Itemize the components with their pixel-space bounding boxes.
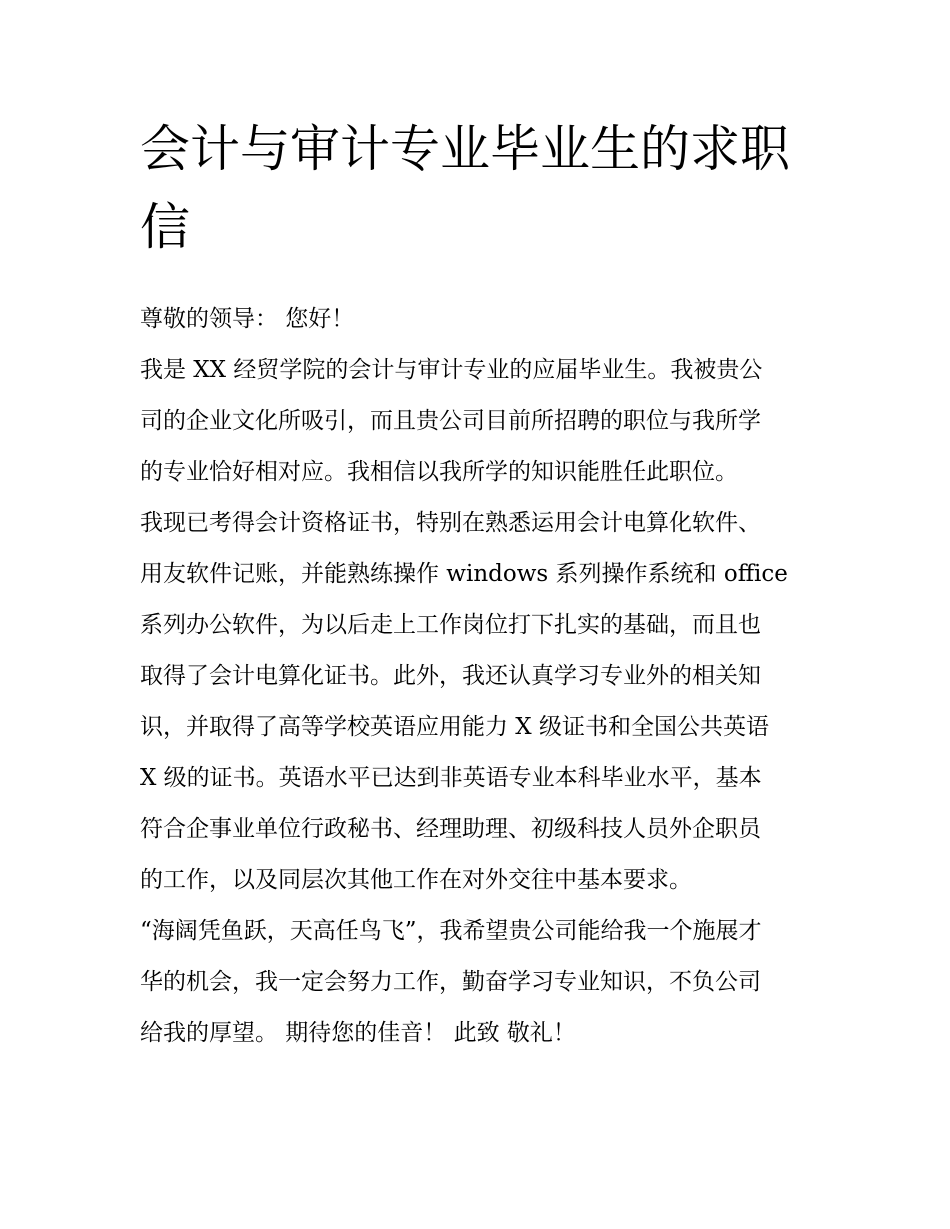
paragraph-qualifications <box>140 498 820 906</box>
text-line: 的专业恰好相对应。我相信以我所学的知识能胜任此职位。 <box>140 459 738 485</box>
greeting-line: 尊敬的领导： 您好！ <box>140 306 355 332</box>
text-line: 给我的厚望。 期待您的佳音！ 此致 敬礼！ <box>140 1020 576 1046</box>
document-body <box>140 110 820 1059</box>
text-line: 符合企事业单位行政秘书、经理助理、初级科技人员外企职员 <box>140 816 761 842</box>
text-line: 华的机会，我一定会努力工作，勤奋学习专业知识，不负公司 <box>140 969 761 995</box>
text-line: 司的企业文化所吸引，而且贵公司目前所招聘的职位与我所学 <box>140 408 761 434</box>
text-line: 取得了会计电算化证书。此外，我还认真学习专业外的相关知 <box>140 663 761 689</box>
paragraph-intro <box>140 345 820 498</box>
title-line: 会计与审计专业毕业生的求职 <box>140 120 790 178</box>
text-line: “海阔凭鱼跃，天高任鸟飞”，我希望贵公司能给我一个施展才 <box>140 918 762 944</box>
text-line: 识，并取得了高等学校英语应用能力 X 级证书和全国公共英语 <box>140 714 769 740</box>
text-line: 我是 XX 经贸学院的会计与审计专业的应届毕业生。我被贵公 <box>140 357 763 383</box>
text-line: 我现已考得会计资格证书，特别在熟悉运用会计电算化软件、 <box>140 510 761 536</box>
paragraph-closing <box>140 906 820 1059</box>
document-title <box>140 110 820 266</box>
text-line: 系列办公软件，为以后走上工作岗位打下扎实的基础，而且也 <box>140 612 761 638</box>
title-line: 信 <box>140 198 190 256</box>
text-line: 的工作，以及同层次其他工作在对外交往中基本要求。 <box>140 867 692 893</box>
text-line: 用友软件记账，并能熟练操作 windows 系列操作系统和 office <box>140 561 788 587</box>
text-line: X 级的证书。英语水平已达到非英语专业本科毕业水平，基本 <box>140 765 762 791</box>
